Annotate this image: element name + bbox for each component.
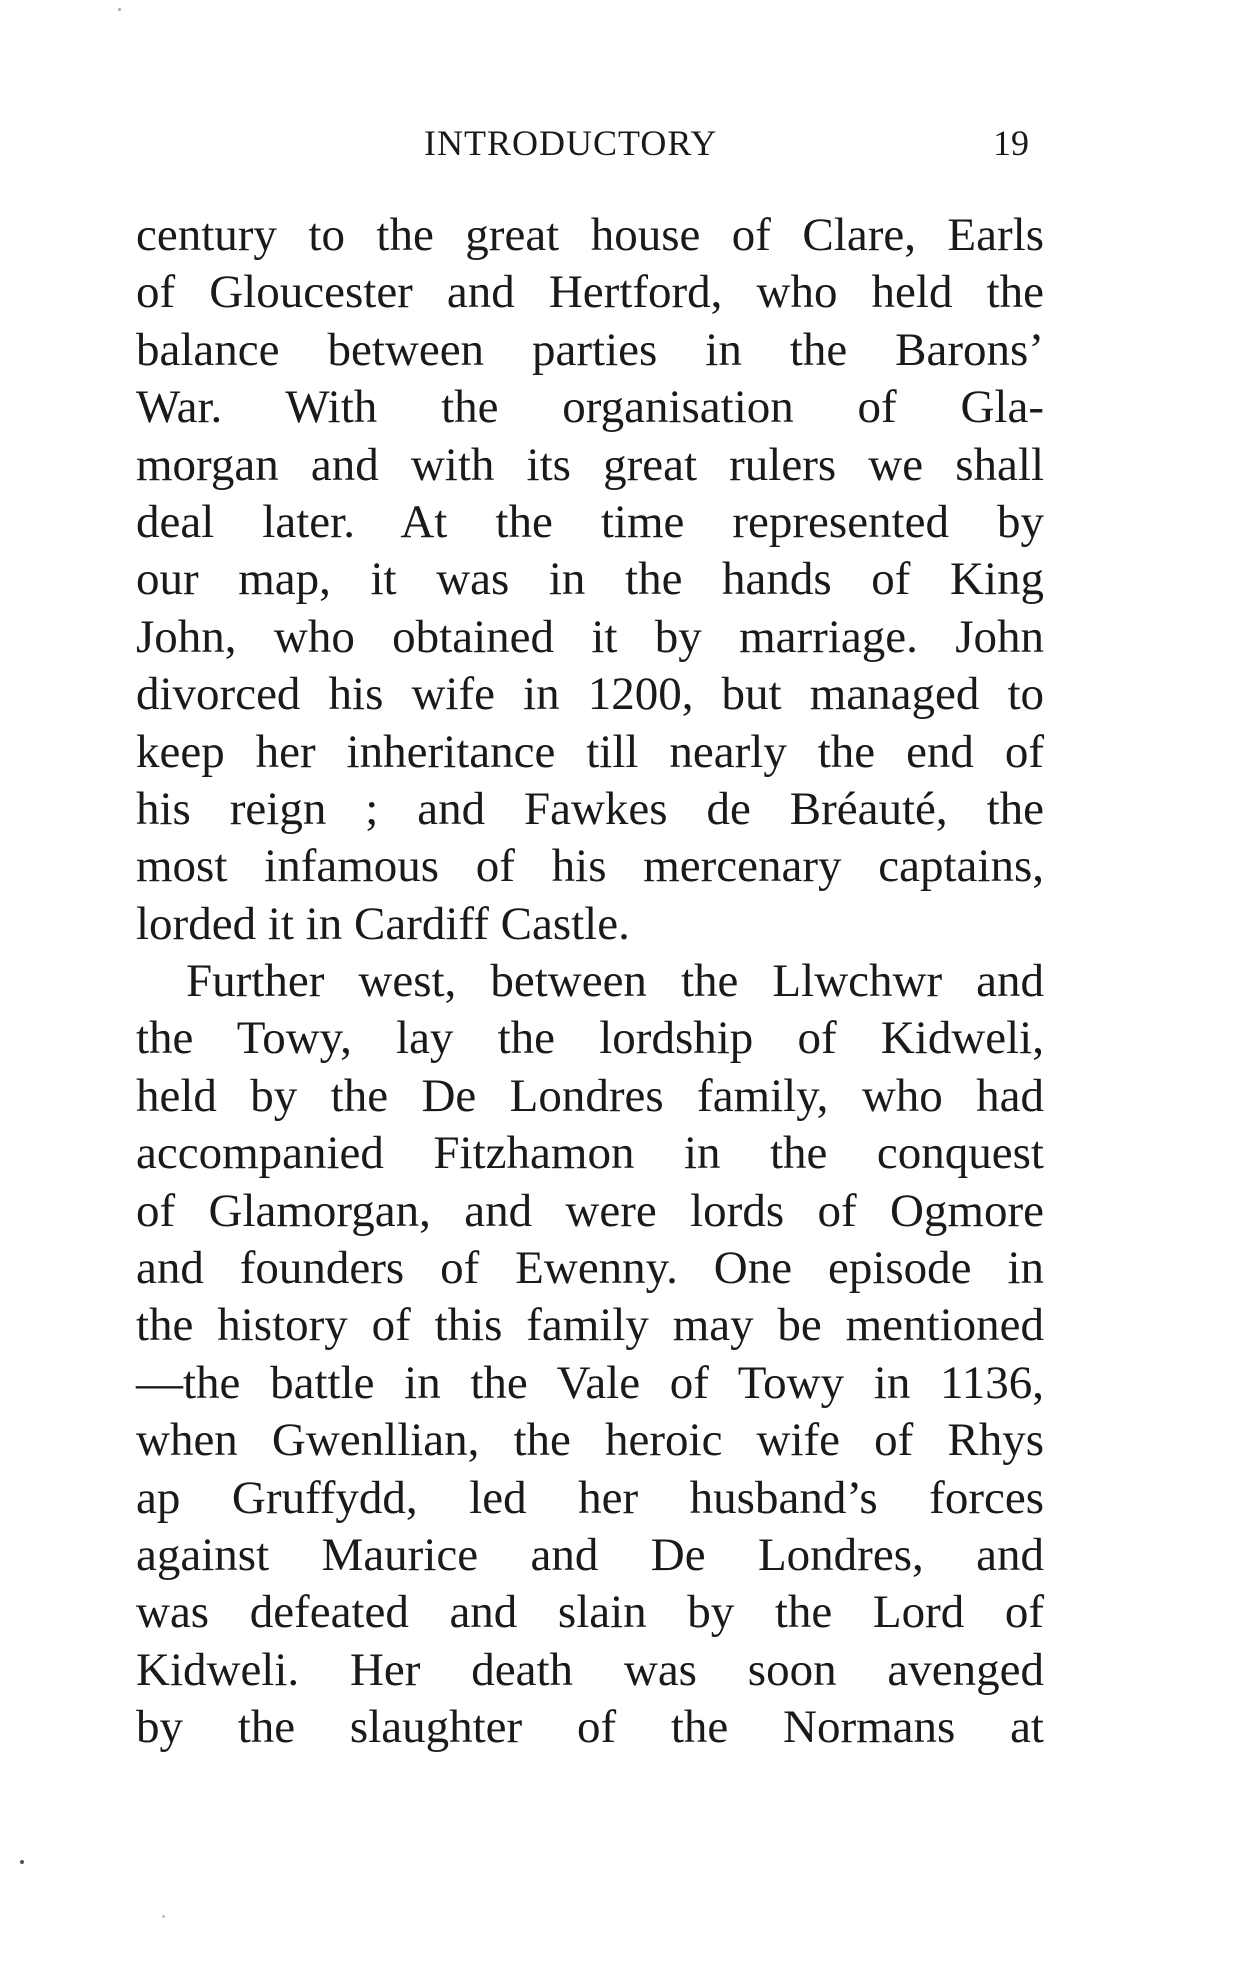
text-line: his reign ; and Fawkes de Bréauté, the (136, 782, 1044, 835)
text-line: our map, it was in the hands of King (136, 553, 1044, 606)
scan-speck (162, 1915, 165, 1918)
text-line: most infamous of his mercenary captains, (136, 840, 1044, 893)
text-line: against Maurice and De Londres, and (136, 1528, 1044, 1581)
text-line: and founders of Ewenny. One episode in (136, 1242, 1044, 1295)
paragraph-end-line: lorded it in Cardiff Castle. (136, 897, 630, 950)
text-line: John, who obtained it by marriage. John (136, 610, 1044, 663)
running-head (0, 118, 1258, 168)
scan-speck (118, 8, 121, 11)
text-line: keep her inheritance till nearly the end of (136, 725, 1044, 778)
text-line: Kidweli. Her death was soon avenged (136, 1643, 1044, 1696)
running-title: INTRODUCTORY (424, 123, 718, 163)
text-line: divorced his wife in 1200, but managed to (136, 668, 1044, 721)
text-line: balance between parties in the Barons’ (136, 323, 1044, 376)
text-line: —the battle in the Vale of Towy in 1136, (136, 1356, 1044, 1409)
body-text (136, 207, 1044, 1757)
page-number: 19 (993, 123, 1029, 163)
paragraph-start-line: Further west, between the Llwchwr and (186, 955, 1044, 1008)
scan-speck (20, 1860, 24, 1864)
text-line: accompanied Fitzhamon in the conquest (136, 1127, 1044, 1180)
text-line: deal later. At the time represented by (136, 495, 1044, 548)
text-line: was defeated and slain by the Lord of (136, 1586, 1044, 1639)
text-line: ap Gruffydd, led her husband’s forces (136, 1471, 1044, 1524)
text-line: held by the De Londres family, who had (136, 1069, 1044, 1122)
text-line: by the slaughter of the Normans at (136, 1701, 1044, 1754)
text-line: War. With the organisation of Gla- (136, 381, 1044, 434)
text-line: when Gwenllian, the heroic wife of Rhys (136, 1414, 1044, 1467)
text-line: of Glamorgan, and were lords of Ogmore (136, 1184, 1044, 1237)
text-line: the history of this family may be mentioned (136, 1299, 1044, 1352)
text-line: morgan and with its great rulers we shall (136, 438, 1044, 491)
text-line: of Gloucester and Hertford, who held the (136, 266, 1044, 319)
text-line: century to the great house of Clare, Earls (136, 209, 1044, 261)
text-line: the Towy, lay the lordship of Kidweli, (136, 1012, 1044, 1065)
